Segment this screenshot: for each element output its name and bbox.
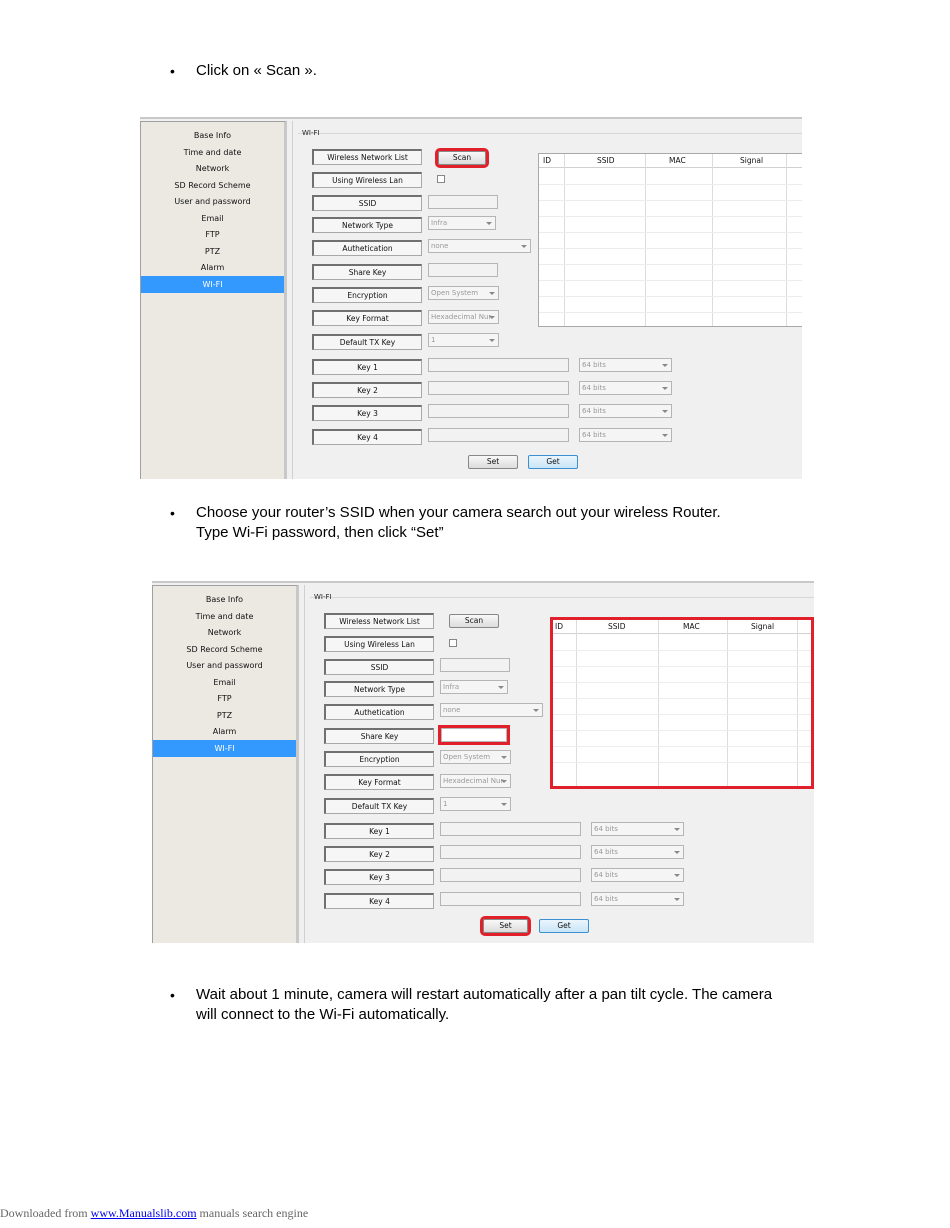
wireless-network-list-label: Wireless Network List xyxy=(312,149,422,165)
key4-bits-value: 64 bits xyxy=(594,895,618,903)
instruction-text: will connect to the Wi-Fi automatically. xyxy=(196,1006,450,1023)
share-key-label: Share Key xyxy=(324,728,434,744)
column-header-signal: Signal xyxy=(751,622,775,631)
table-row[interactable] xyxy=(539,184,802,185)
column-header-id: ID xyxy=(543,156,551,165)
encryption-label: Encryption xyxy=(312,287,422,303)
chevron-down-icon xyxy=(489,316,495,319)
sidebar-item-base-info[interactable]: Base Info xyxy=(205,595,244,604)
key2-bits-value: 64 bits xyxy=(582,384,606,392)
wifi-settings-screenshot-scan xyxy=(140,117,802,479)
share-key-label: Share Key xyxy=(312,264,422,280)
key3-bits-value: 64 bits xyxy=(594,871,618,879)
key3-bits-value: 64 bits xyxy=(582,407,606,415)
column-header-id: ID xyxy=(555,622,563,631)
key2-bits-select[interactable] xyxy=(579,381,672,395)
column-header-signal: Signal xyxy=(740,156,764,165)
table-row[interactable] xyxy=(553,746,811,747)
sidebar-item-base-info[interactable]: Base Info xyxy=(193,131,232,140)
table-row[interactable] xyxy=(553,762,811,763)
fieldset-border xyxy=(310,597,814,598)
sidebar-item-sd-record[interactable]: SD Record Scheme xyxy=(174,181,251,190)
key-format-value: Hexadecimal Nur xyxy=(443,777,504,785)
table-row[interactable] xyxy=(539,232,802,233)
instruction-text: Choose your router’s SSID when your camera search out your wireless Router. xyxy=(196,504,721,521)
chevron-down-icon xyxy=(674,828,680,831)
key1-bits-value: 64 bits xyxy=(594,825,618,833)
key4-bits-value: 64 bits xyxy=(582,431,606,439)
bullet-marker: • xyxy=(170,987,175,1003)
instruction-text: Type Wi-Fi password, then click “Set” xyxy=(196,524,444,541)
table-row[interactable] xyxy=(539,200,802,201)
encryption-select[interactable] xyxy=(440,750,511,764)
sidebar-item-ftp[interactable]: FTP xyxy=(217,694,232,703)
key4-label: Key 4 xyxy=(324,893,434,909)
column-header-ssid: SSID xyxy=(608,622,626,631)
network-type-select[interactable] xyxy=(440,680,508,694)
key2-label: Key 2 xyxy=(312,382,422,398)
table-row[interactable] xyxy=(539,248,802,249)
share-key-field[interactable] xyxy=(441,728,507,742)
wireless-network-table[interactable] xyxy=(538,153,802,327)
get-button[interactable]: Get xyxy=(528,455,578,469)
key4-bits-select[interactable] xyxy=(579,428,672,442)
sidebar-item-network[interactable]: Network xyxy=(195,164,230,173)
table-column-divider xyxy=(564,154,565,326)
instruction-text: Wait about 1 minute, camera will restart automatically after a pan tilt cycle. The camera xyxy=(196,986,773,1003)
sidebar-item-network[interactable]: Network xyxy=(207,628,242,637)
sidebar-item-wifi[interactable]: WI-FI xyxy=(153,740,296,757)
column-header-ssid: SSID xyxy=(597,156,615,165)
table-row[interactable] xyxy=(553,682,811,683)
key2-bits-value: 64 bits xyxy=(594,848,618,856)
chevron-down-icon xyxy=(533,709,539,712)
sidebar-item-user-password[interactable]: User and password xyxy=(186,661,263,670)
table-row[interactable] xyxy=(553,666,811,667)
sidebar-item-alarm[interactable]: Alarm xyxy=(212,727,237,736)
chevron-down-icon xyxy=(498,686,504,689)
default-tx-key-label: Default TX Key xyxy=(312,334,422,350)
network-type-label: Network Type xyxy=(324,681,434,697)
default-tx-key-label: Default TX Key xyxy=(324,798,434,814)
chevron-down-icon xyxy=(674,851,680,854)
key-format-value: Hexadecimal Nur xyxy=(431,313,492,321)
page-footer xyxy=(0,1206,308,1221)
key-format-select[interactable] xyxy=(440,774,511,788)
table-column-divider xyxy=(712,154,713,326)
key3-label: Key 3 xyxy=(312,405,422,421)
key4-label: Key 4 xyxy=(312,429,422,445)
key1-bits-select[interactable] xyxy=(591,822,684,836)
network-type-value: Infra xyxy=(443,683,460,691)
chevron-down-icon xyxy=(662,434,668,437)
fieldset-border xyxy=(298,133,802,134)
key2-label: Key 2 xyxy=(324,846,434,862)
wifi-settings-screenshot-set xyxy=(152,581,814,943)
chevron-down-icon xyxy=(674,874,680,877)
using-wireless-lan-checkbox[interactable] xyxy=(449,639,457,647)
sidebar-item-email[interactable]: Email xyxy=(201,214,224,223)
sidebar-item-user-password[interactable]: User and password xyxy=(174,197,251,206)
sidebar-item-ptz[interactable]: PTZ xyxy=(204,247,221,256)
chevron-down-icon xyxy=(674,898,680,901)
using-wireless-lan-label: Using Wireless Lan xyxy=(324,636,434,652)
key3-field[interactable] xyxy=(428,404,569,418)
set-button[interactable]: Set xyxy=(483,919,528,933)
authentication-label: Authetication xyxy=(312,240,422,256)
bullet-marker: • xyxy=(170,63,175,79)
get-button[interactable]: Get xyxy=(539,919,589,933)
table-row[interactable] xyxy=(539,280,802,281)
key2-field[interactable] xyxy=(428,381,569,395)
column-header-mac: MAC xyxy=(669,156,686,165)
sidebar-item-ftp[interactable]: FTP xyxy=(205,230,220,239)
column-header-mac: MAC xyxy=(683,622,700,631)
encryption-label: Encryption xyxy=(324,751,434,767)
network-type-select[interactable] xyxy=(428,216,496,230)
table-row[interactable] xyxy=(553,714,811,715)
footer-prefix: Downloaded from xyxy=(0,1206,91,1220)
key1-bits-value: 64 bits xyxy=(582,361,606,369)
key-format-select[interactable] xyxy=(428,310,499,324)
key3-label: Key 3 xyxy=(324,869,434,885)
using-wireless-lan-label: Using Wireless Lan xyxy=(312,172,422,188)
table-row[interactable] xyxy=(553,650,811,651)
default-tx-key-value: 1 xyxy=(431,336,436,344)
settings-sidebar xyxy=(140,121,287,479)
chevron-down-icon xyxy=(662,387,668,390)
authentication-value: none xyxy=(443,706,461,714)
ssid-field[interactable] xyxy=(440,658,510,672)
encryption-value: Open System xyxy=(431,289,479,297)
chevron-down-icon xyxy=(662,410,668,413)
table-row[interactable] xyxy=(539,216,802,217)
default-tx-key-select[interactable] xyxy=(440,797,511,811)
key1-field[interactable] xyxy=(440,822,581,836)
authentication-select[interactable] xyxy=(428,239,531,253)
ssid-label: SSID xyxy=(324,659,434,675)
authentication-value: none xyxy=(431,242,449,250)
scan-button[interactable]: Scan xyxy=(449,614,499,628)
sidebar-item-wifi[interactable]: WI-FI xyxy=(141,276,284,293)
chevron-down-icon xyxy=(501,803,507,806)
key4-bits-select[interactable] xyxy=(591,892,684,906)
table-column-divider xyxy=(645,154,646,326)
manualslib-link[interactable]: www.Manualslib.com xyxy=(90,1206,197,1220)
key-format-label: Key Format xyxy=(324,774,434,790)
sidebar-item-ptz[interactable]: PTZ xyxy=(216,711,233,720)
network-type-label: Network Type xyxy=(312,217,422,233)
key2-bits-select[interactable] xyxy=(591,845,684,859)
authentication-label: Authetication xyxy=(324,704,434,720)
settings-sidebar xyxy=(152,585,299,943)
footer-suffix: manuals search engine xyxy=(196,1206,309,1220)
section-title: WI-FI xyxy=(302,129,320,137)
table-row[interactable] xyxy=(539,312,802,313)
key2-field[interactable] xyxy=(440,845,581,859)
ssid-label: SSID xyxy=(312,195,422,211)
encryption-select[interactable] xyxy=(428,286,499,300)
key1-field[interactable] xyxy=(428,358,569,372)
chevron-down-icon xyxy=(489,292,495,295)
default-tx-key-select[interactable] xyxy=(428,333,499,347)
key4-field[interactable] xyxy=(428,428,569,442)
bullet-marker: • xyxy=(170,505,175,521)
using-wireless-lan-checkbox[interactable] xyxy=(437,175,445,183)
encryption-value: Open System xyxy=(443,753,491,761)
table-column-divider xyxy=(786,154,787,326)
key-format-label: Key Format xyxy=(312,310,422,326)
sidebar-item-sd-record[interactable]: SD Record Scheme xyxy=(186,645,263,654)
key3-bits-select[interactable] xyxy=(579,404,672,418)
key3-field[interactable] xyxy=(440,868,581,882)
key4-field[interactable] xyxy=(440,892,581,906)
authentication-select[interactable] xyxy=(440,703,543,717)
sidebar-item-email[interactable]: Email xyxy=(213,678,236,687)
chevron-down-icon xyxy=(501,756,507,759)
set-button[interactable]: Set xyxy=(468,455,518,469)
table-row[interactable] xyxy=(553,698,811,699)
table-row[interactable] xyxy=(539,296,802,297)
chevron-down-icon xyxy=(489,339,495,342)
chevron-down-icon xyxy=(521,245,527,248)
scan-button[interactable]: Scan xyxy=(438,151,486,165)
default-tx-key-value: 1 xyxy=(443,800,448,808)
table-row[interactable] xyxy=(553,730,811,731)
chevron-down-icon xyxy=(501,780,507,783)
key1-bits-select[interactable] xyxy=(579,358,672,372)
table-row[interactable] xyxy=(539,264,802,265)
network-type-value: Infra xyxy=(431,219,448,227)
chevron-down-icon xyxy=(486,222,492,225)
key3-bits-select[interactable] xyxy=(591,868,684,882)
share-key-field[interactable] xyxy=(428,263,498,277)
ssid-field[interactable] xyxy=(428,195,498,209)
wireless-network-table[interactable] xyxy=(550,617,814,789)
sidebar-item-time-and-date[interactable]: Time and date xyxy=(195,612,254,621)
sidebar-item-time-and-date[interactable]: Time and date xyxy=(183,148,242,157)
wireless-network-list-label: Wireless Network List xyxy=(324,613,434,629)
key1-label: Key 1 xyxy=(312,359,422,375)
chevron-down-icon xyxy=(662,364,668,367)
sidebar-item-alarm[interactable]: Alarm xyxy=(200,263,225,272)
section-title: WI-FI xyxy=(314,593,332,601)
key1-label: Key 1 xyxy=(324,823,434,839)
instruction-text: Click on « Scan ». xyxy=(196,62,317,79)
